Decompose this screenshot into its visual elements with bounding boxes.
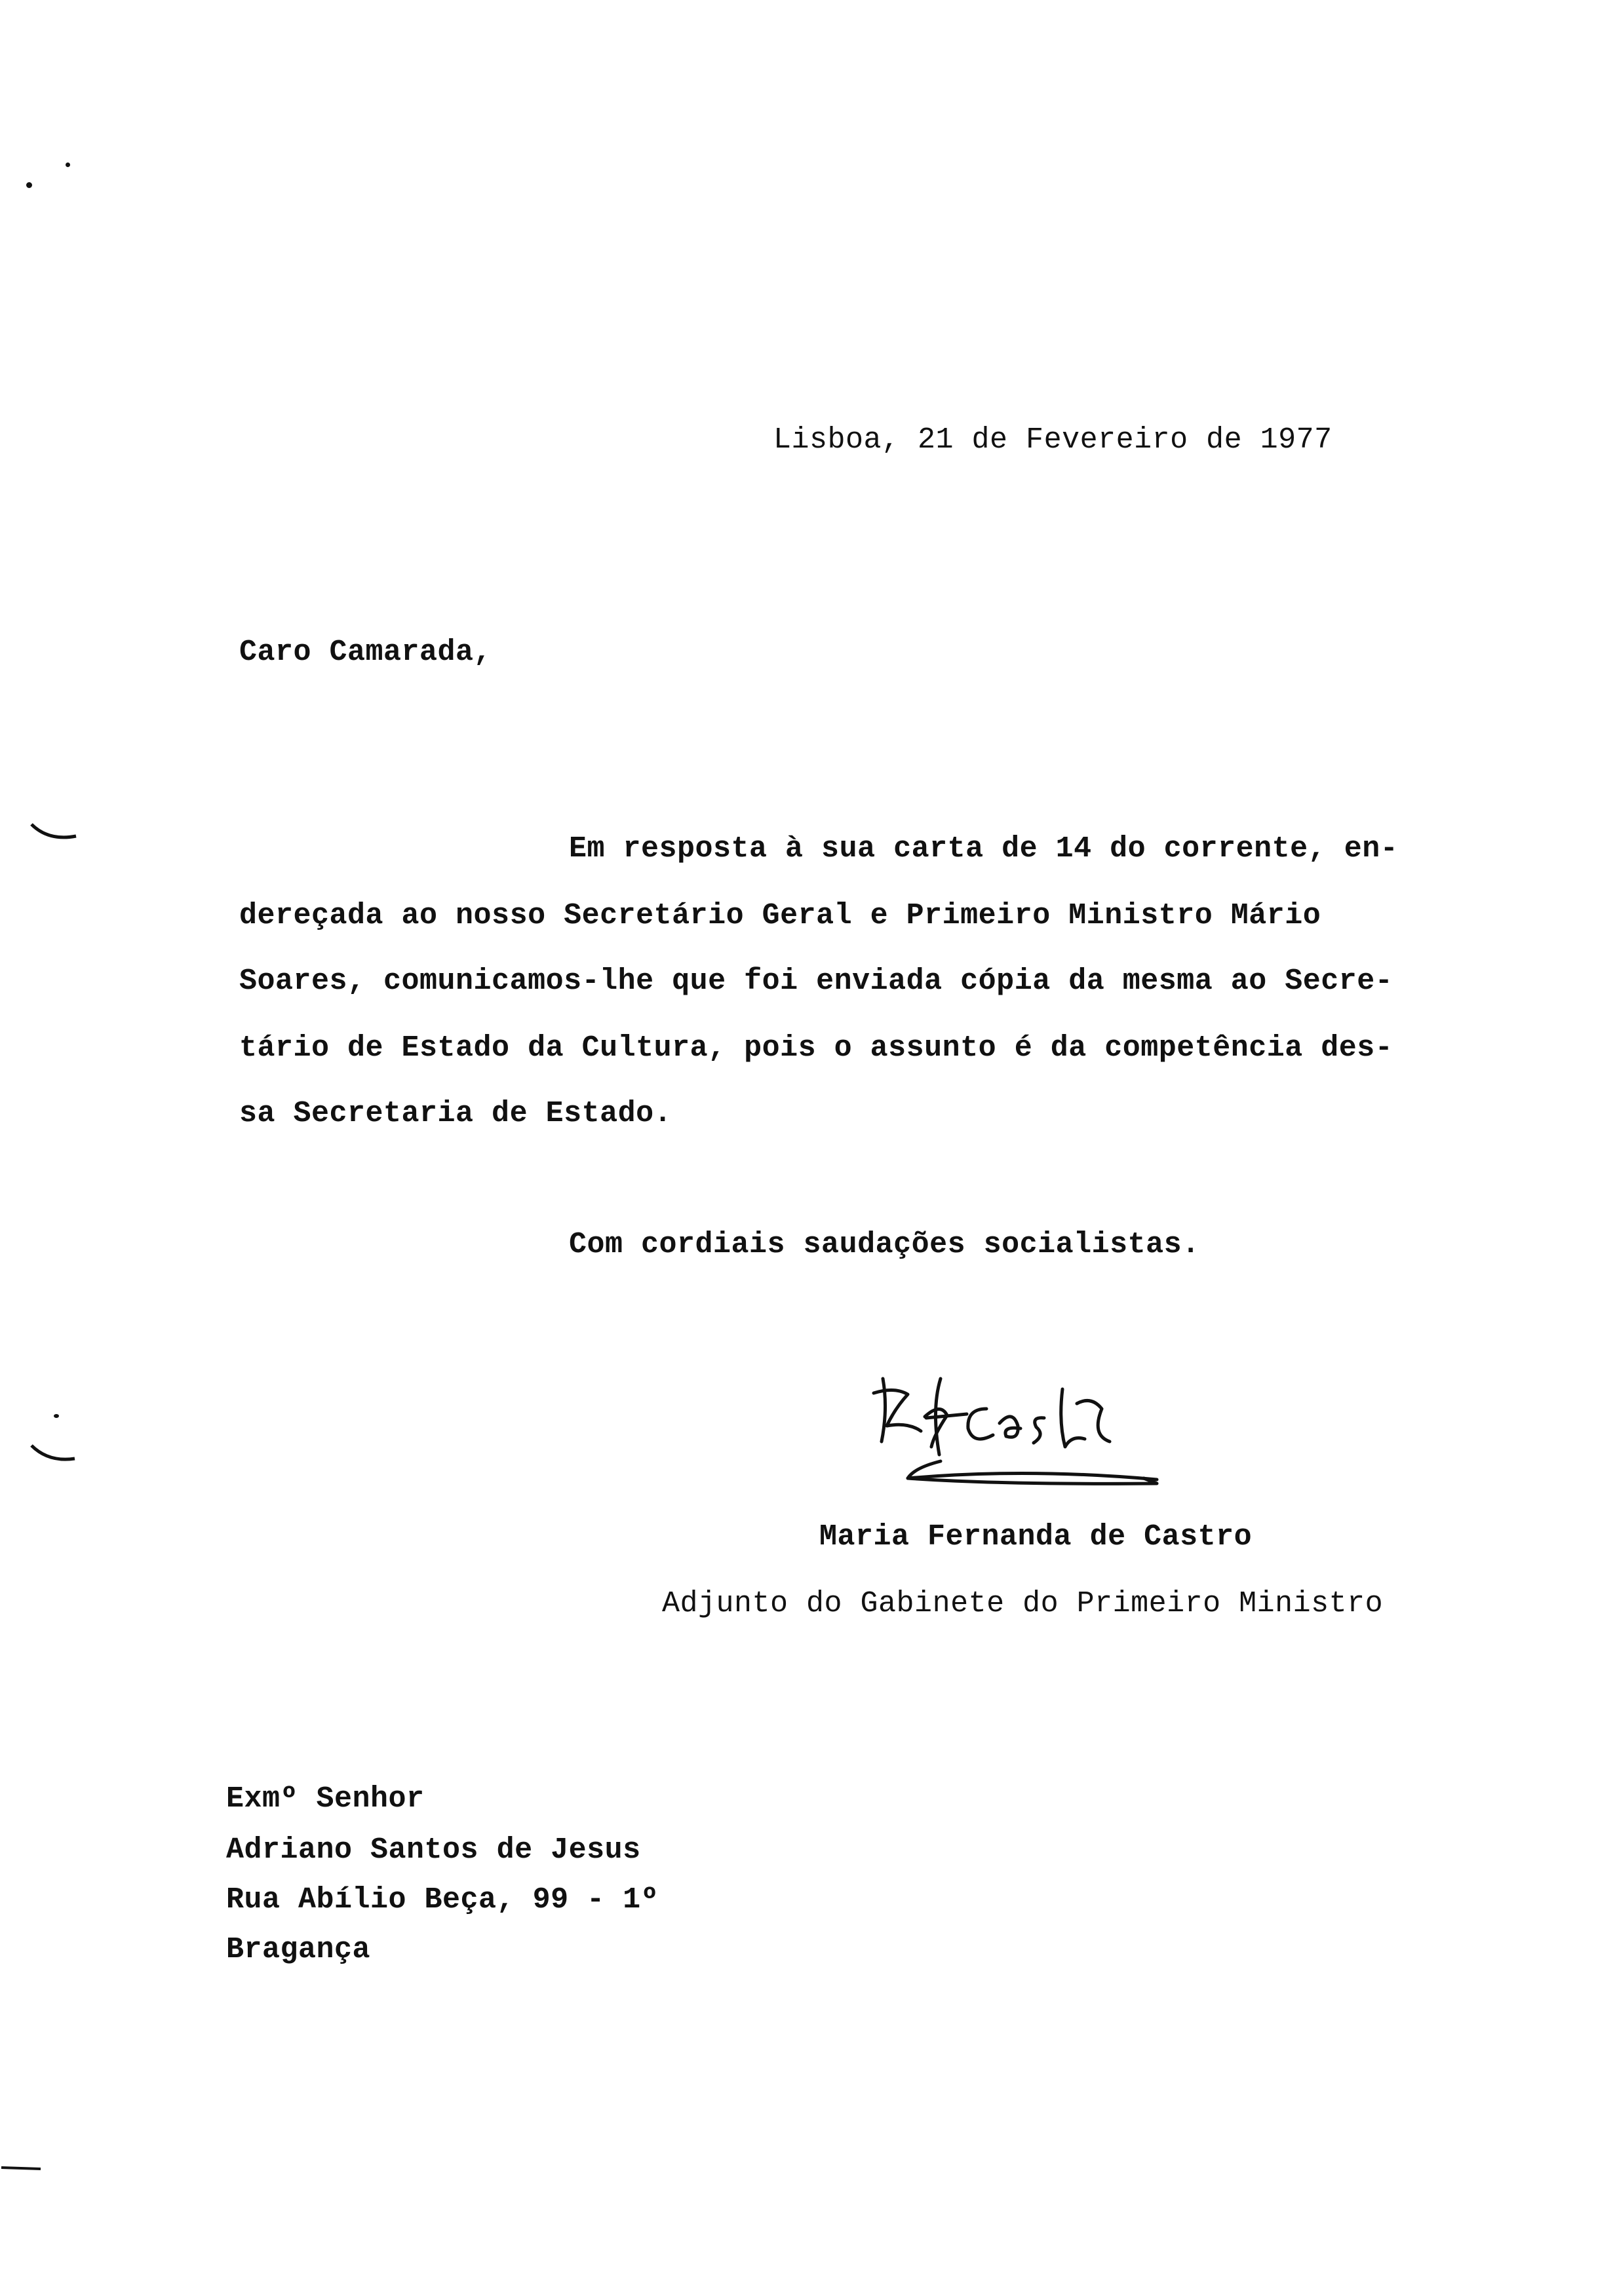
scan-dot xyxy=(54,1414,59,1418)
edge-mark xyxy=(0,2162,52,2175)
punch-hole-mark xyxy=(29,819,81,845)
scan-dot xyxy=(66,163,70,167)
body-line: sa Secretaria de Estado. xyxy=(239,1097,672,1130)
handwritten-signature xyxy=(868,1363,1183,1487)
scan-dot xyxy=(26,182,32,188)
date-line: Lisboa, 21 de Fevereiro de 1977 xyxy=(773,423,1333,457)
body-line: Em resposta à sua carta de 14 do corrente, en- xyxy=(569,832,1399,866)
body-line: tário de Estado da Cultura, pois o assunto é da competência des- xyxy=(239,1031,1393,1065)
signatory-title: Adjunto do Gabinete do Primeiro Ministro xyxy=(662,1587,1384,1620)
salutation: Caro Camarada, xyxy=(239,636,492,669)
recipient-city: Bragança xyxy=(226,1933,371,1966)
body-line: Soares, comunicamos-lhe que foi enviada cópia da mesma ao Secre- xyxy=(239,965,1393,998)
body-line: dereçada ao nosso Secretário Geral e Primeiro Ministro Mário xyxy=(239,899,1321,932)
recipient-honorific: Exmº Senhor xyxy=(226,1782,425,1816)
signatory-name: Maria Fernanda de Castro xyxy=(819,1520,1253,1554)
recipient-name: Adriano Santos de Jesus xyxy=(226,1833,641,1867)
closing-line: Com cordiais saudações socialistas. xyxy=(569,1228,1200,1261)
recipient-street: Rua Abílio Beça, 99 - 1º xyxy=(226,1883,659,1917)
punch-hole-mark xyxy=(29,1442,81,1468)
